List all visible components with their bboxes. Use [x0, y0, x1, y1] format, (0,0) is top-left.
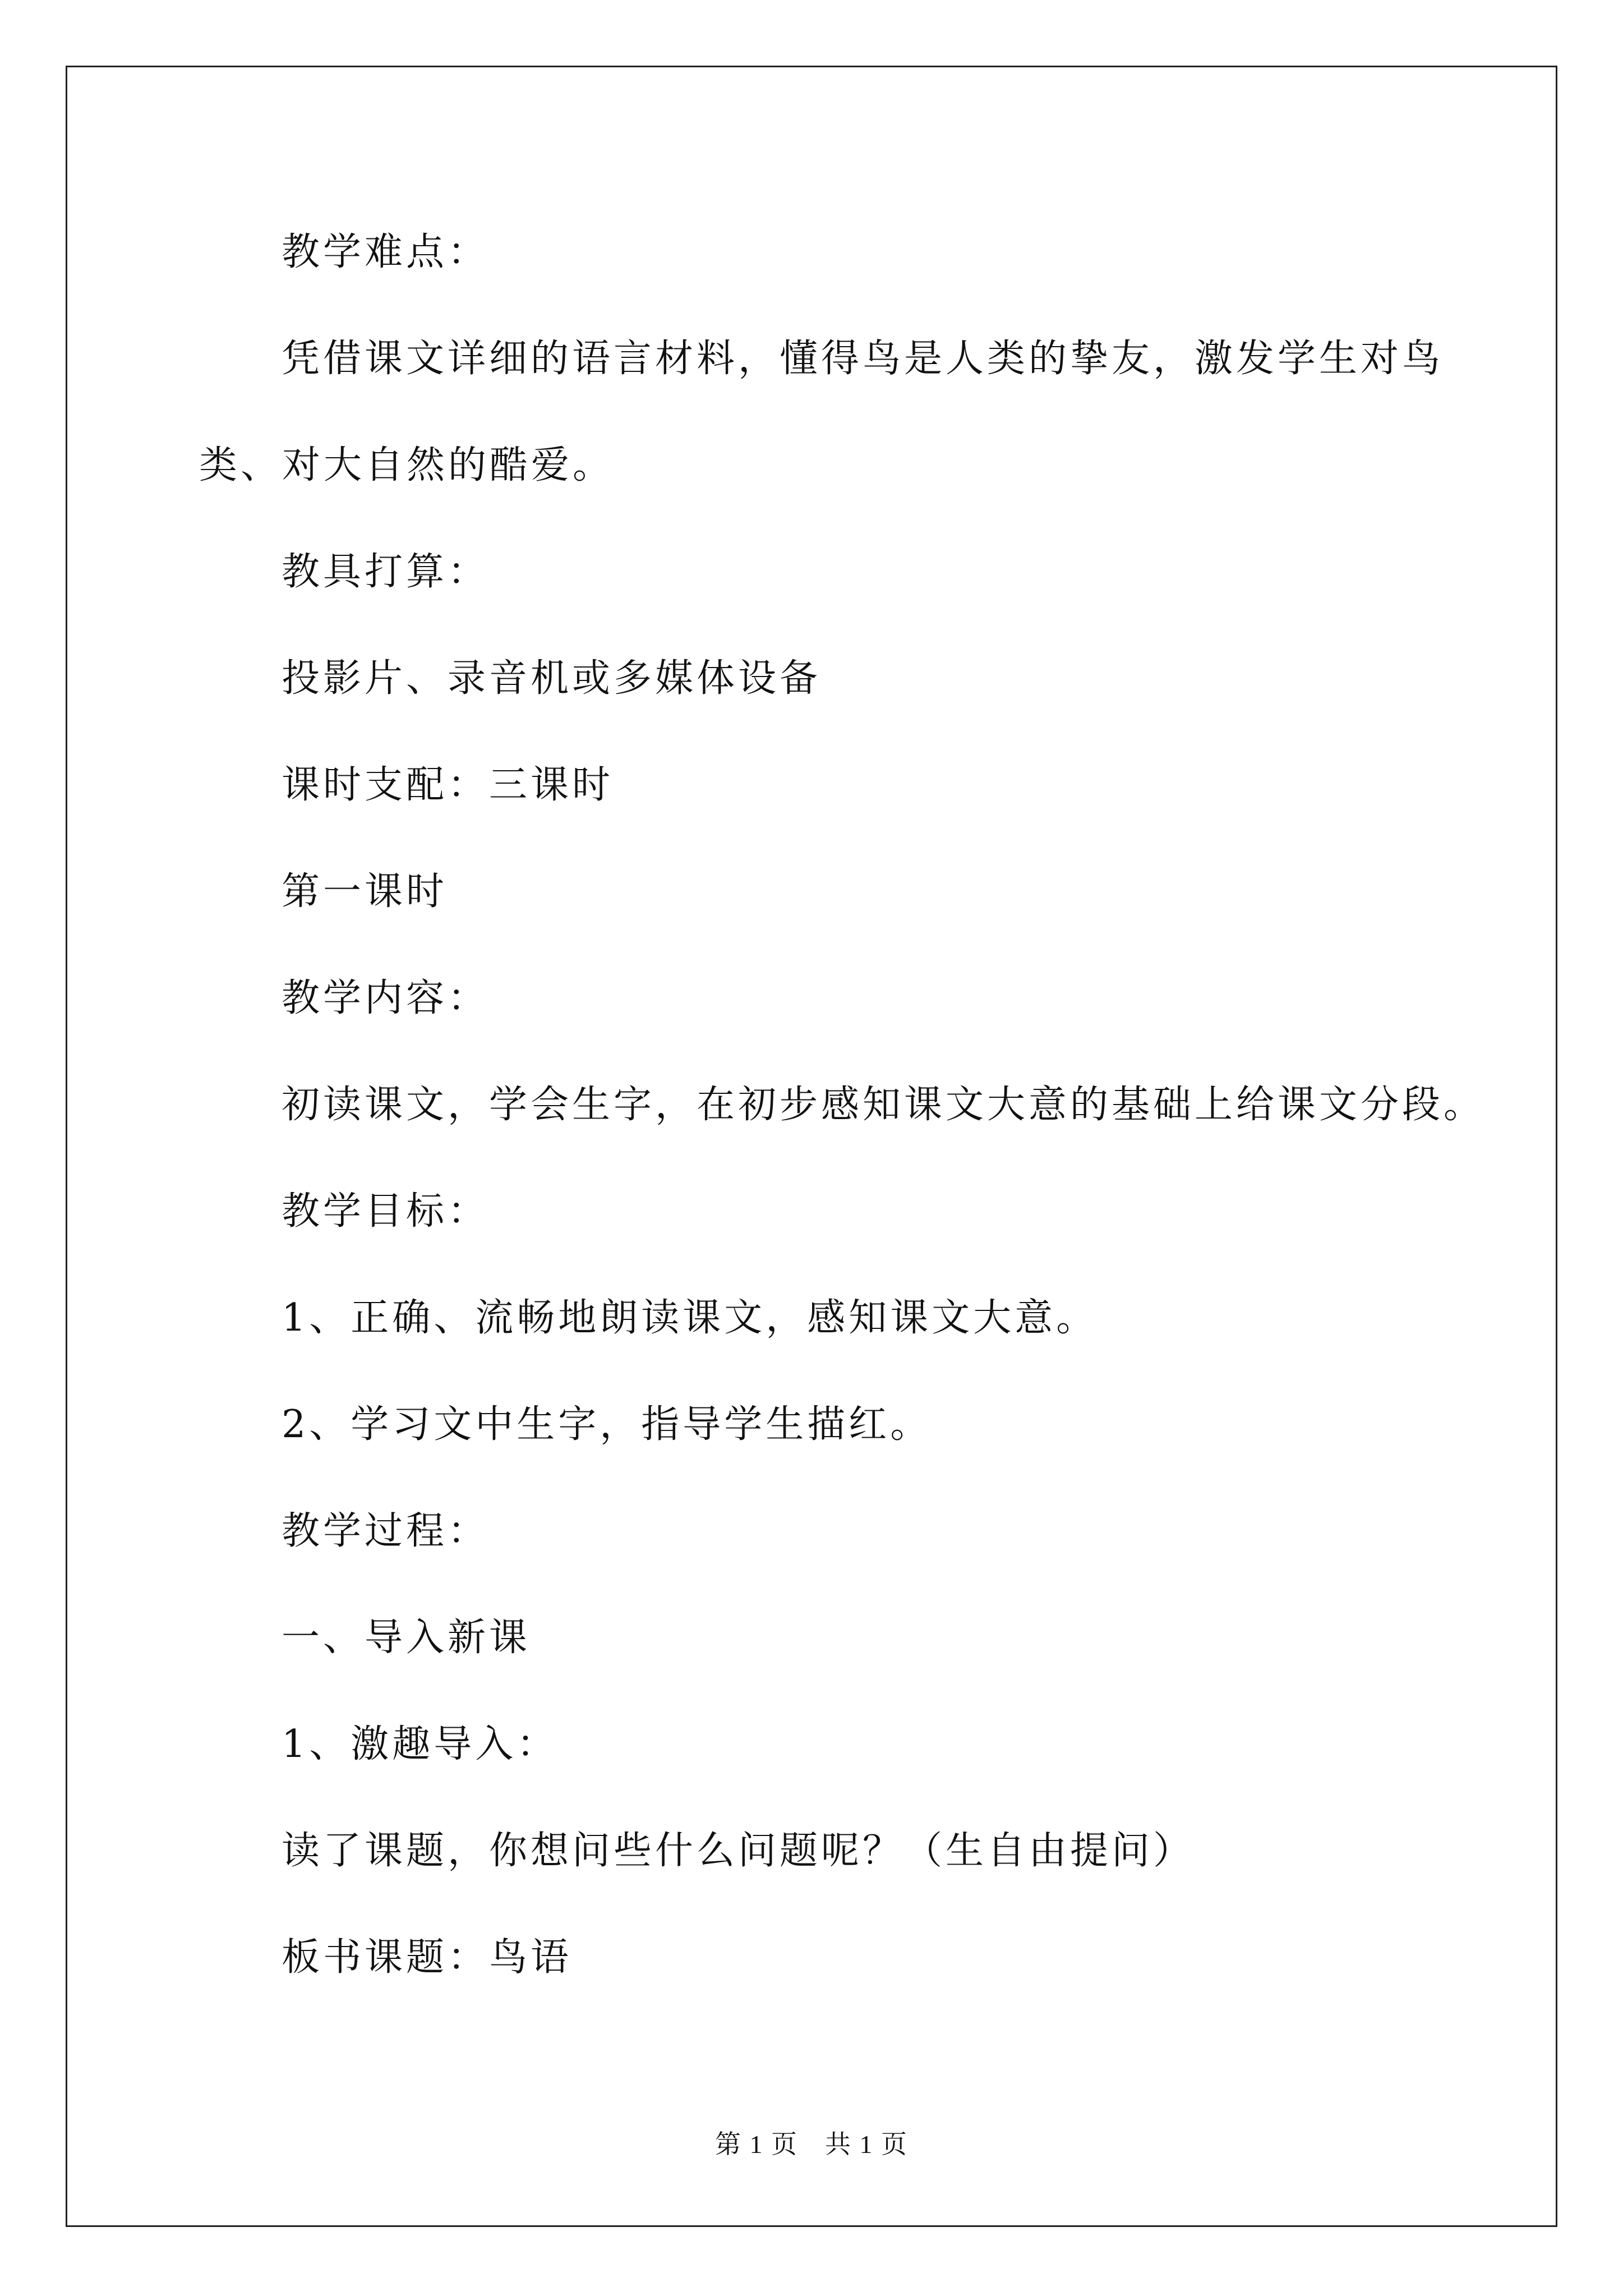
paragraph-line: 凭借课文详细的语言材料，懂得鸟是人类的挚友，激发学生对鸟 — [282, 337, 1444, 381]
paragraph-line: 板书课题：鸟语 — [282, 1935, 573, 1980]
paragraph-line: 教学过程： — [282, 1509, 490, 1553]
paragraph-line: 一、导入新课 — [282, 1616, 531, 1660]
paragraph-line: 课时支配：三课时 — [282, 763, 614, 807]
paragraph-line: 读了课题，你想问些什么问题呢？（生自由提问） — [282, 1829, 1195, 1873]
paragraph-line: 2、学习文中生字，指导学生描红。 — [282, 1402, 932, 1447]
paragraph-line: 教学内容： — [282, 976, 490, 1020]
paragraph-line: 教具打算： — [282, 550, 490, 594]
paragraph-line: 1、激趣导入： — [282, 1722, 559, 1766]
paragraph-line: 教学难点： — [282, 230, 490, 274]
paragraph-line: 类、对大自然的酷爱。 — [199, 443, 615, 487]
paragraph-line: 初读课文，学会生字，在初步感知课文大意的基础上给课文分段。 — [282, 1083, 1486, 1127]
paragraph-line: 第一课时 — [282, 869, 448, 914]
page-number-footer: 第 1 页 共 1 页 — [715, 2130, 908, 2159]
paragraph-line: 1、正确、流畅地朗读课文，感知课文大意。 — [282, 1296, 1098, 1340]
paragraph-line: 教学目标： — [282, 1189, 490, 1234]
paragraph-line: 投影片、录音机或多媒体设备 — [282, 656, 822, 701]
